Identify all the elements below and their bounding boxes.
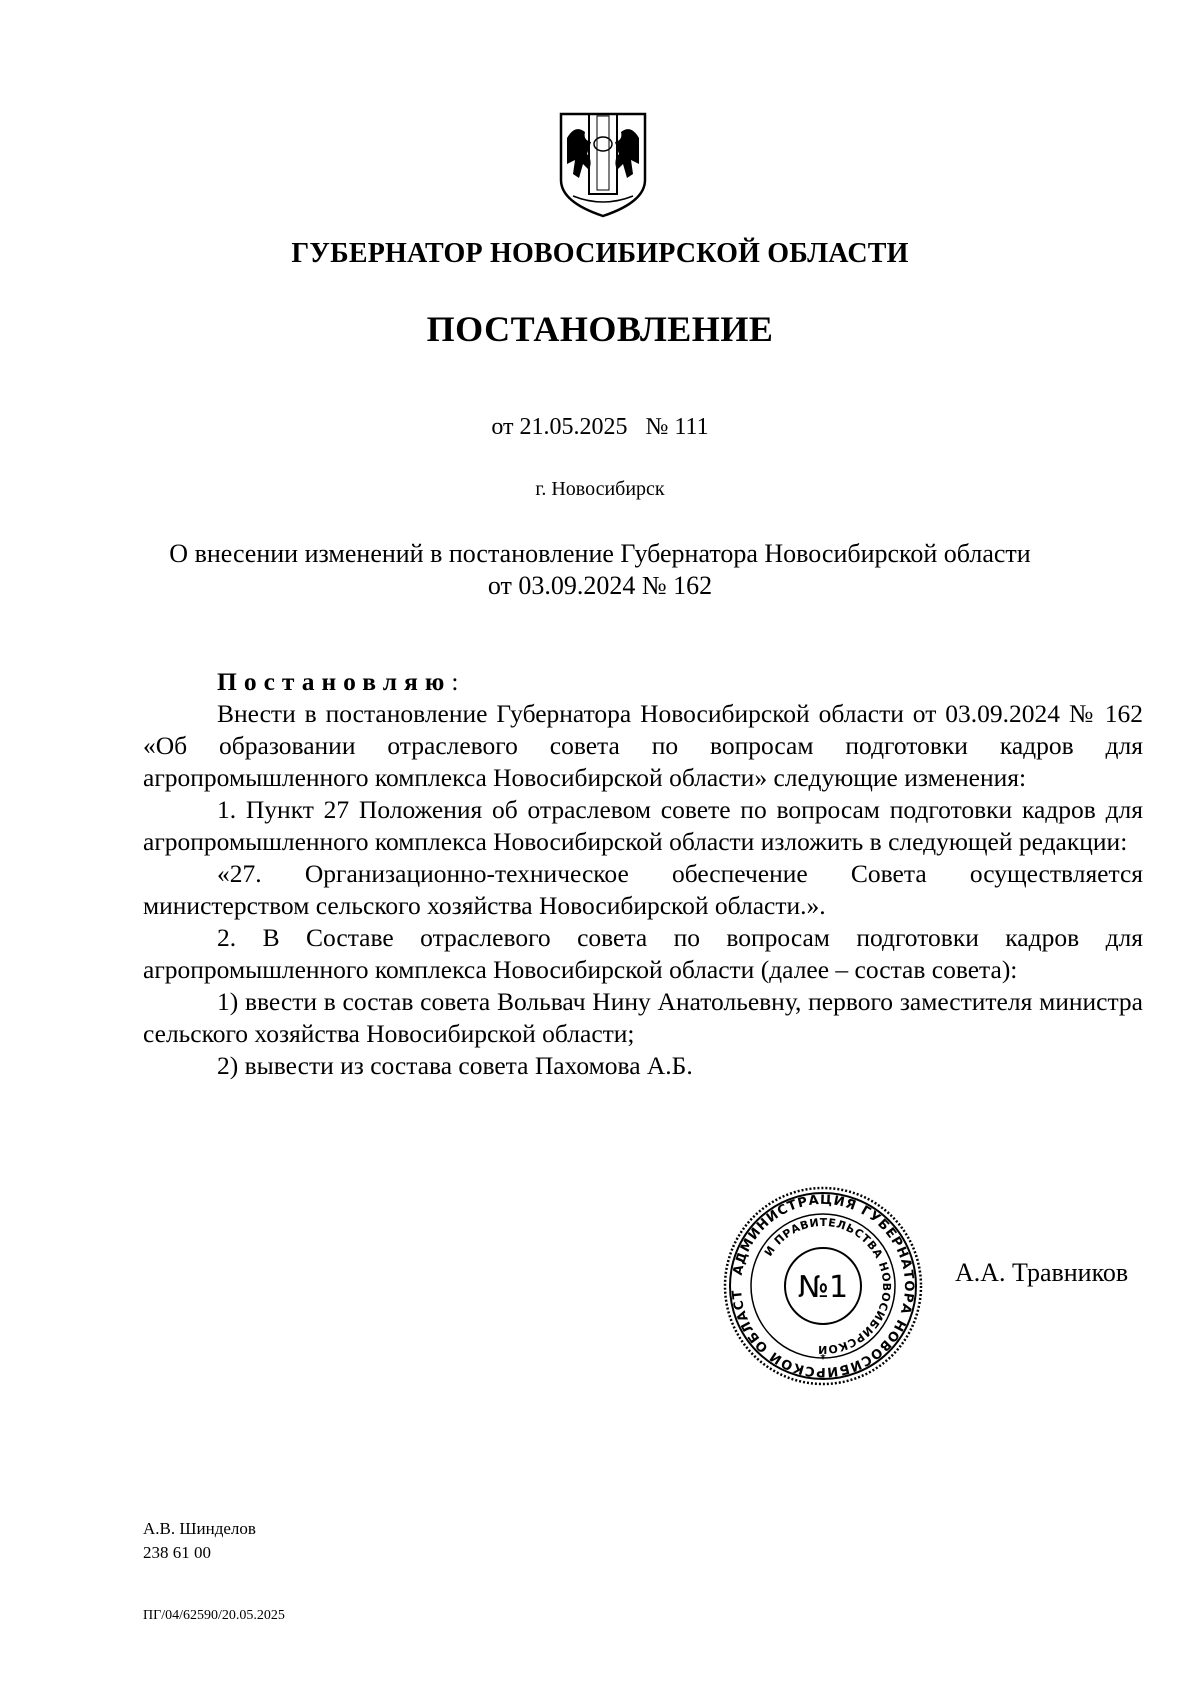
seal-outer-text: АДМИНИСТРАЦИЯ ГУБЕРНАТОРА НОВОСИБИРСКОЙ ОБЛАСТ	[729, 1192, 917, 1380]
executor-block	[143, 1517, 256, 1565]
issuing-authority: ГУБЕРНАТОР НОВОСИБИРСКОЙ ОБЛАСТИ	[291, 238, 909, 269]
svg-text:*: *	[820, 1352, 826, 1366]
date-prefix: от	[491, 414, 514, 440]
city-line: г. Новосибирск	[535, 478, 665, 500]
subject-line-1: О внесении изменений в постановление Губернатора Новосибирской области	[169, 539, 1031, 568]
body-paragraph: Внести в постановление Губернатора Новосибирской области от 03.09.2024 № 162 «Об образовании отраслевого совета по вопросам подготовки кадров для агропромышленного комплекса Новосибирской области» следующие изменения:	[143, 699, 1143, 792]
official-seal-icon	[722, 1185, 924, 1387]
document-number: 111	[674, 414, 709, 440]
body-paragraph: «27. Организационно-техническое обеспечение Совета осуществляется министерством сельского хозяйства Новосибирской области.».	[143, 859, 1143, 920]
body-paragraph: 2. В Составе отраслевого совета по вопросам подготовки кадров для агропромышленного комплекса Новосибирской области (далее – состав совета):	[143, 923, 1143, 984]
document-subject	[0, 538, 1200, 602]
body-paragraph: 1) ввести в состав совета Вольвач Нину Анатольевну, первого заместителя министра сельского хозяйства Новосибирской области;	[143, 987, 1143, 1048]
document-body	[143, 666, 1143, 1082]
signatory-name: А.А. Травников	[955, 1258, 1129, 1287]
seal-inner-text: И ПРАВИТЕЛЬСТВА НОВОСИБИРСКОЙ	[761, 1215, 894, 1357]
seal-center-text: №1	[797, 1270, 849, 1305]
subject-line-2: от 03.09.2024 № 162	[487, 571, 713, 600]
registration-code: ПГ/04/62590/20.05.2025	[143, 1608, 285, 1623]
document-date: 21.05.2025	[519, 414, 628, 440]
body-paragraph: 2) вывести из состава совета Пахомова А.Б.	[217, 1051, 693, 1080]
document-type-title: ПОСТАНОВЛЕНИЕ	[426, 309, 774, 349]
date-number-line	[0, 414, 1200, 441]
executor-name: А.В. Шинделов	[143, 1519, 256, 1538]
decree-word-line	[217, 666, 1143, 698]
body-paragraph: 1. Пункт 27 Положения об отраслевом совете по вопросам подготовки кадров для агропромышленного комплекса Новосибирской области изложить в следующей редакции:	[143, 795, 1143, 856]
number-sign: №	[645, 414, 669, 440]
decree-word: Постановляю	[217, 667, 452, 696]
decree-colon: :	[451, 667, 459, 696]
executor-phone: 238 61 00	[143, 1543, 211, 1562]
coat-of-arms-icon	[553, 110, 653, 220]
